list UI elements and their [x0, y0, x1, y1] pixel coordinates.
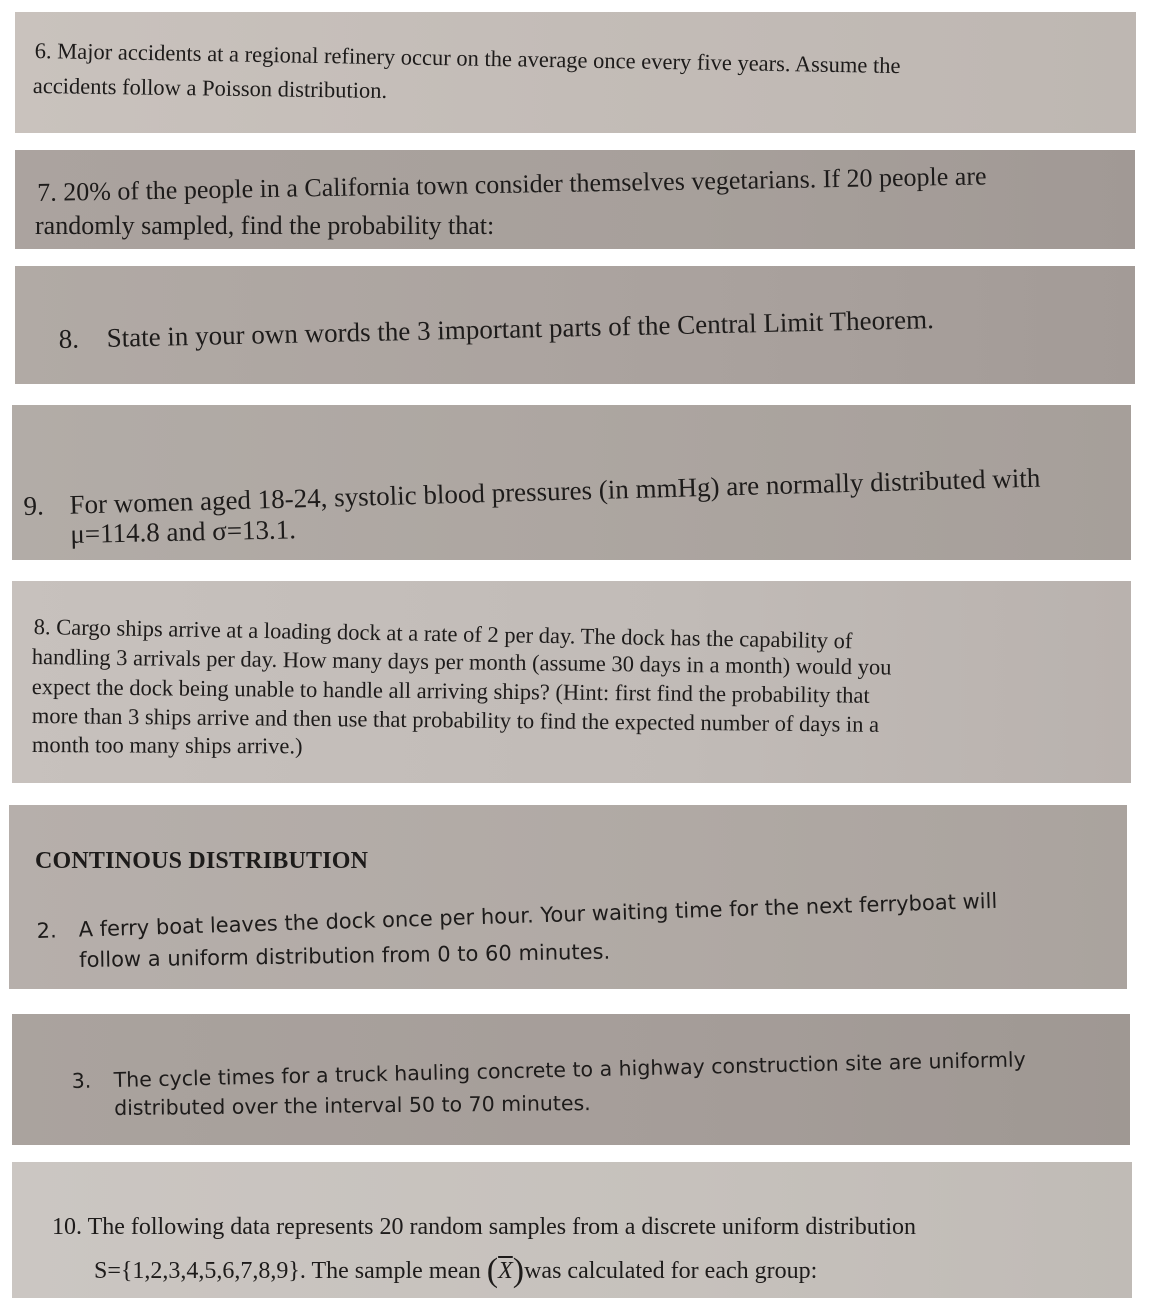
q7-line-1: 7. 20% of the people in a California town consider themselves vegetarians. If 20 people are	[37, 161, 987, 207]
q7-line-2: randomly sampled, find the probability that:	[35, 211, 495, 240]
xbar-close-paren: )	[512, 1252, 525, 1289]
q3-text-1: The cycle times for a truck hauling concrete to a highway construction site are uniformly	[113, 1047, 1026, 1093]
q2-line-1	[36, 889, 997, 943]
q2-line-2: follow a uniform distribution from 0 to 60 minutes.	[79, 939, 611, 972]
q10-set-text: S={1,2,3,4,5,6,7,8,9}. The sample mean	[94, 1258, 487, 1284]
q3-number: 3.	[71, 1068, 92, 1093]
xbar-open-paren: (	[486, 1252, 499, 1289]
q3-line-2: distributed over the interval 50 to 70 minutes.	[114, 1091, 591, 1120]
q8-clt-text: State in your own words the 3 important parts of the Central Limit Theorem.	[106, 304, 935, 353]
question-8-cargo-strip	[12, 581, 1131, 783]
question-10-strip	[12, 1162, 1132, 1298]
q8-clt-line	[58, 304, 934, 355]
q9-text-1: For women aged 18-24, systolic blood pressures (in mmHg) are normally distributed with	[69, 462, 1041, 520]
question-7-strip	[15, 150, 1135, 249]
q2-text-1: A ferry boat leaves the dock once per hour. Your waiting time for the next ferryboat will	[78, 888, 998, 942]
question-3-strip	[12, 1014, 1130, 1145]
q3-line-1	[71, 1047, 1026, 1093]
q8-cargo-line-4: more than 3 ships arrive and then use that probability to find the expected number of days in a	[31, 703, 880, 737]
q10-rest-text: was calculated for each group:	[524, 1258, 818, 1284]
q6-line-1: 6. Major accidents at a regional refinery occur on the average once every five years. Assume the	[34, 38, 901, 79]
question-9-strip	[12, 405, 1131, 560]
q2-number: 2.	[36, 918, 58, 943]
q9-line-2: μ=114.8 and σ=13.1.	[70, 514, 297, 549]
q8-cargo-line-5: month too many ships arrive.)	[31, 732, 303, 759]
q10-line-1: 10. The following data represents 20 random samples from a discrete uniform distribution	[52, 1214, 917, 1240]
q10-line-2	[94, 1252, 817, 1290]
question-6-strip	[15, 12, 1136, 133]
continuous-distribution-strip	[9, 805, 1127, 989]
q9-number: 9.	[23, 490, 45, 522]
question-8-clt-strip	[15, 266, 1135, 384]
q9-line-1	[23, 463, 1041, 522]
q8-cargo-line-1: 8. Cargo ships arrive at a loading dock at a rate of 2 per day. The dock has the capability of	[33, 614, 853, 654]
continuous-heading: CONTINOUS DISTRIBUTION	[35, 848, 369, 874]
q8-cargo-line-3: expect the dock being unable to handle all arriving ships? (Hint: first find the probability that	[31, 674, 870, 708]
xbar-symbol: $\overline{X}$	[498, 1258, 513, 1284]
q6-line-2: accidents follow a Poisson distribution.	[32, 73, 388, 103]
q8-clt-number: 8.	[58, 323, 80, 355]
q8-cargo-line-2: handling 3 arrivals per day. How many days per month (assume 30 days in a month) would you	[31, 644, 892, 680]
